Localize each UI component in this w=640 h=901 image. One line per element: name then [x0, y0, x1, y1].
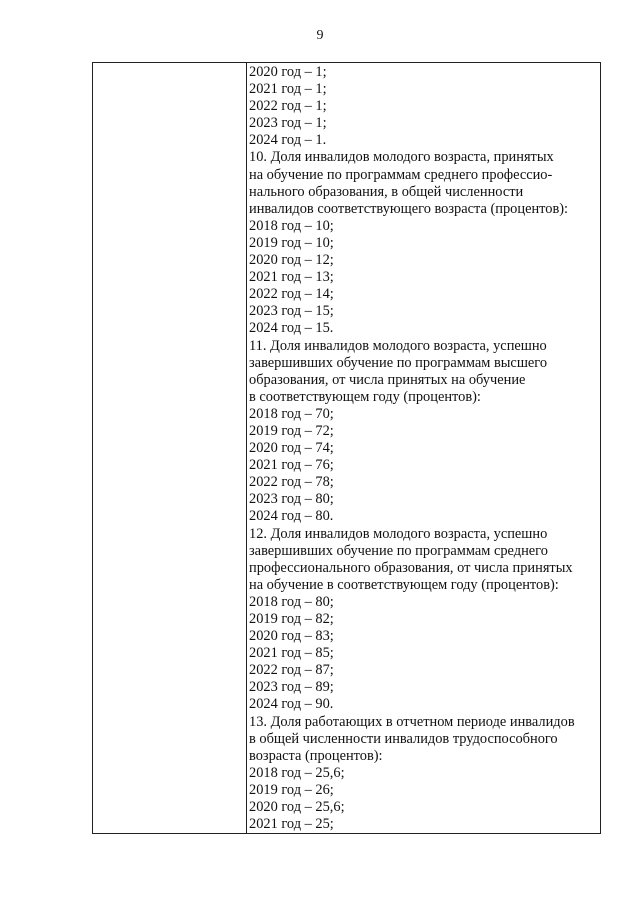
text-line: в общей численности инвалидов трудоспособного [249, 730, 558, 747]
text-line: 2019 год – 72; [249, 422, 334, 439]
text-line: на обучение в соответствующем году (процентов): [249, 576, 559, 593]
text-line: 2022 год – 87; [249, 662, 334, 679]
text-line: 2021 год – 85; [249, 645, 334, 662]
text-line: на обучение по программам среднего профессио- [249, 166, 553, 183]
text-line: 2020 год – 74; [249, 440, 334, 457]
text-line: 2019 год – 82; [249, 611, 334, 627]
text-line: 2021 год – 1; [249, 81, 327, 98]
text-line: 2020 год – 83; [249, 628, 334, 645]
text-line: 12. Доля инвалидов молодого возраста, успешно [249, 525, 548, 542]
text-line: возраста (процентов): [249, 747, 383, 764]
text-line: профессионального образования, от числа принятых [249, 559, 573, 576]
text-line: 2019 год – 10; [249, 234, 334, 251]
text-line: 2020 год – 25,6; [249, 799, 345, 816]
text-line: инвалидов соответствующего возраста (процентов): [249, 200, 569, 217]
indicator-table [92, 62, 601, 834]
text-line: 2022 год – 1; [249, 98, 327, 115]
text-line: 2022 год – 78; [249, 474, 334, 491]
text-line: 2019 год – 26; [249, 781, 334, 798]
text-line: 2018 год – 80; [249, 593, 334, 610]
text-line: 2024 год – 15. [249, 320, 334, 337]
text-line: 13. Доля работающих в отчетном периоде инвалидов [249, 713, 575, 730]
text-line: завершивших обучение по программам среднего [249, 542, 548, 559]
text-line: завершивших обучение по программам высшего [249, 354, 548, 371]
text-line: 2018 год – 10; [249, 217, 334, 234]
text-line: 2021 год – 25; [249, 816, 334, 833]
text-line: 2023 год – 80; [249, 491, 334, 508]
text-line: в соответствующем году (процентов): [249, 388, 481, 405]
text-line: 2022 год – 14; [249, 286, 334, 303]
text-line: 2024 год – 80. [249, 508, 334, 525]
text-line: нального образования, в общей численности [249, 183, 524, 200]
text-line: 2018 год – 25,6; [249, 764, 345, 781]
text-line: 2023 год – 15; [249, 303, 334, 320]
page-number: 9 [316, 28, 324, 43]
text-line: 10. Доля инвалидов молодого возраста, принятых [249, 149, 554, 166]
table-left-column [93, 63, 247, 833]
text-line: 2021 год – 13; [249, 269, 334, 286]
text-line: 2023 год – 1; [249, 115, 327, 132]
text-line: образования, от числа принятых на обучение [249, 371, 526, 388]
text-line: 2018 год – 70; [249, 405, 334, 422]
text-line: 2020 год – 12; [249, 252, 334, 269]
table-right-column [247, 63, 600, 833]
text-line: 2024 год – 1. [249, 132, 327, 149]
text-line: 2024 год – 90. [249, 696, 334, 713]
text-line: 2023 год – 89; [249, 679, 334, 696]
text-line: 2020 год – 1; [249, 64, 327, 80]
text-line: 11. Доля инвалидов молодого возраста, успешно [249, 337, 547, 354]
text-line: 2021 год – 76; [249, 457, 334, 474]
